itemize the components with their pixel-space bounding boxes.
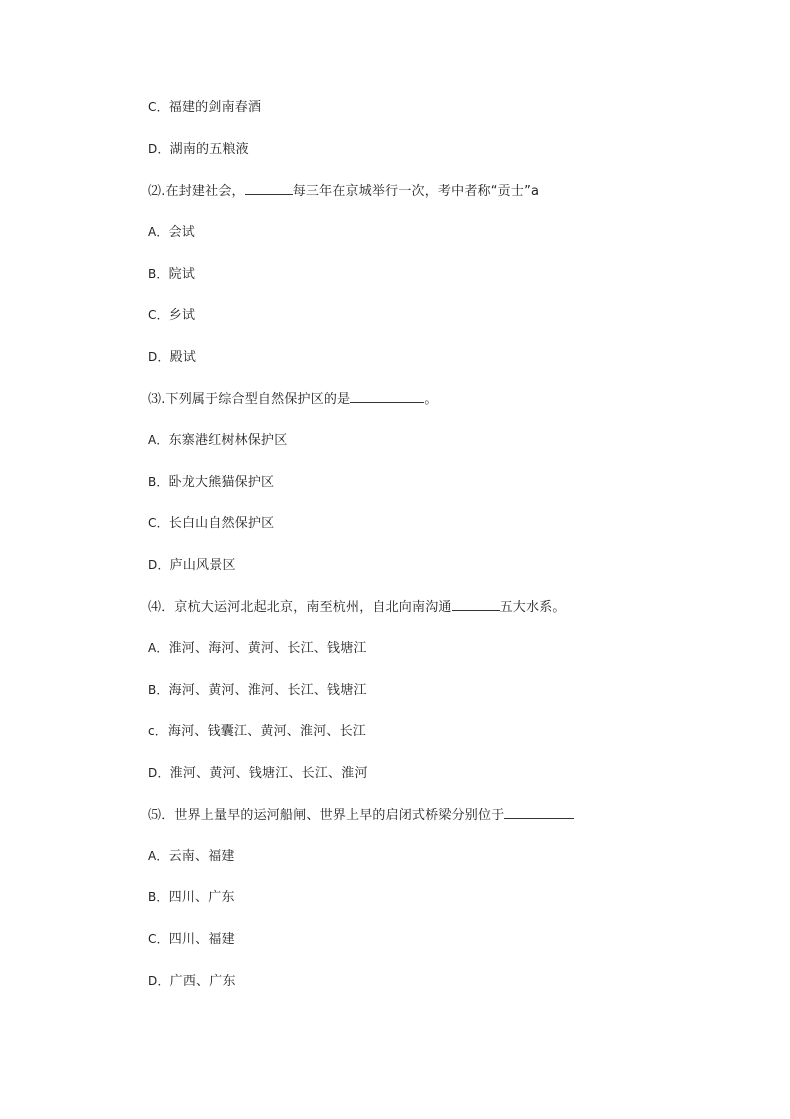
question-5 <box>148 806 574 824</box>
option-letter: D． <box>148 350 170 364</box>
question-2 <box>148 182 539 200</box>
option-text: 湖南的五粮液 <box>169 142 249 157</box>
option-letter: B． <box>148 267 169 281</box>
option-b-q5 <box>148 889 235 906</box>
option-letter: B． <box>148 890 169 904</box>
question-3 <box>148 390 438 408</box>
option-text: 福建的剑南春酒 <box>168 100 262 115</box>
option-letter: B． <box>148 683 169 697</box>
answer-blank <box>504 806 574 819</box>
option-d-q4 <box>148 765 368 782</box>
option-b-q2 <box>148 266 195 283</box>
option-letter: A． <box>148 433 169 447</box>
option-text: 淮河、海河、黄河、长江、钱塘江 <box>168 641 367 656</box>
option-text: 院试 <box>168 267 196 282</box>
option-letter: D． <box>148 142 170 156</box>
option-letter: C． <box>148 100 169 114</box>
option-c-q1 <box>148 99 261 116</box>
option-text: 广西、广东 <box>169 974 236 989</box>
option-d-q1 <box>148 141 249 158</box>
option-text: 会试 <box>168 225 196 240</box>
option-letter: A． <box>148 641 169 655</box>
option-letter: D． <box>148 766 170 780</box>
option-text: 东寨港红树林保护区 <box>168 433 288 448</box>
option-text: 乡试 <box>168 308 196 323</box>
question-text-before: ⑷．京杭大运河北起北京，南至杭州，自北向南沟通 <box>148 600 452 615</box>
option-text: 海河、黄河、淮河、长江、钱塘江 <box>168 683 367 698</box>
option-c-q4 <box>148 723 366 740</box>
option-a-q4 <box>148 640 367 657</box>
option-letter: A． <box>148 849 169 863</box>
option-d-q5 <box>148 973 236 990</box>
option-letter: A． <box>148 225 169 239</box>
option-a-q2 <box>148 224 195 241</box>
option-letter: C． <box>148 308 169 322</box>
answer-blank <box>350 390 424 403</box>
option-d-q3 <box>148 557 236 574</box>
option-text: 殿试 <box>169 350 197 365</box>
answer-blank <box>245 182 293 195</box>
option-letter: B． <box>148 475 169 489</box>
option-b-q3 <box>148 474 274 491</box>
answer-blank <box>452 598 500 611</box>
option-c-q3 <box>148 515 274 532</box>
option-d-q2 <box>148 349 196 366</box>
option-text: 云南、福建 <box>168 849 235 864</box>
question-text-before: ⑸．世界上量早的运河船闸、世界上早的启闭式桥梁分别位于 <box>148 808 505 823</box>
question-text-after: 。 <box>424 392 438 407</box>
question-text-before: ⑶.下列属于综合型自然保护区的是 <box>148 392 351 407</box>
option-text: 庐山风景区 <box>169 558 236 573</box>
option-text: 卧龙大熊猫保护区 <box>168 475 275 490</box>
option-b-q4 <box>148 682 367 699</box>
option-letter: D． <box>148 974 170 988</box>
option-text: 淮河、黄河、钱塘江、长江、淮河 <box>169 766 368 781</box>
option-letter: C． <box>148 932 169 946</box>
option-text: 海河、钱囊江、黄河、淮河、长江 <box>168 724 367 739</box>
question-4 <box>148 598 566 616</box>
option-c-q5 <box>148 931 235 948</box>
option-text: 四川、广东 <box>168 890 235 905</box>
option-letter: D． <box>148 558 170 572</box>
option-text: 长白山自然保护区 <box>168 516 275 531</box>
option-a-q5 <box>148 848 235 865</box>
question-text-after: 五大水系。 <box>499 600 566 615</box>
option-a-q3 <box>148 432 287 449</box>
option-letter: C． <box>148 516 169 530</box>
question-text-after: 每三年在京城举行一次，考中者称“贡士”a <box>292 184 540 199</box>
question-text-before: ⑵.在封建社会， <box>148 184 245 199</box>
option-letter: c． <box>148 724 167 738</box>
option-text: 四川、福建 <box>168 932 235 947</box>
option-c-q2 <box>148 307 195 324</box>
